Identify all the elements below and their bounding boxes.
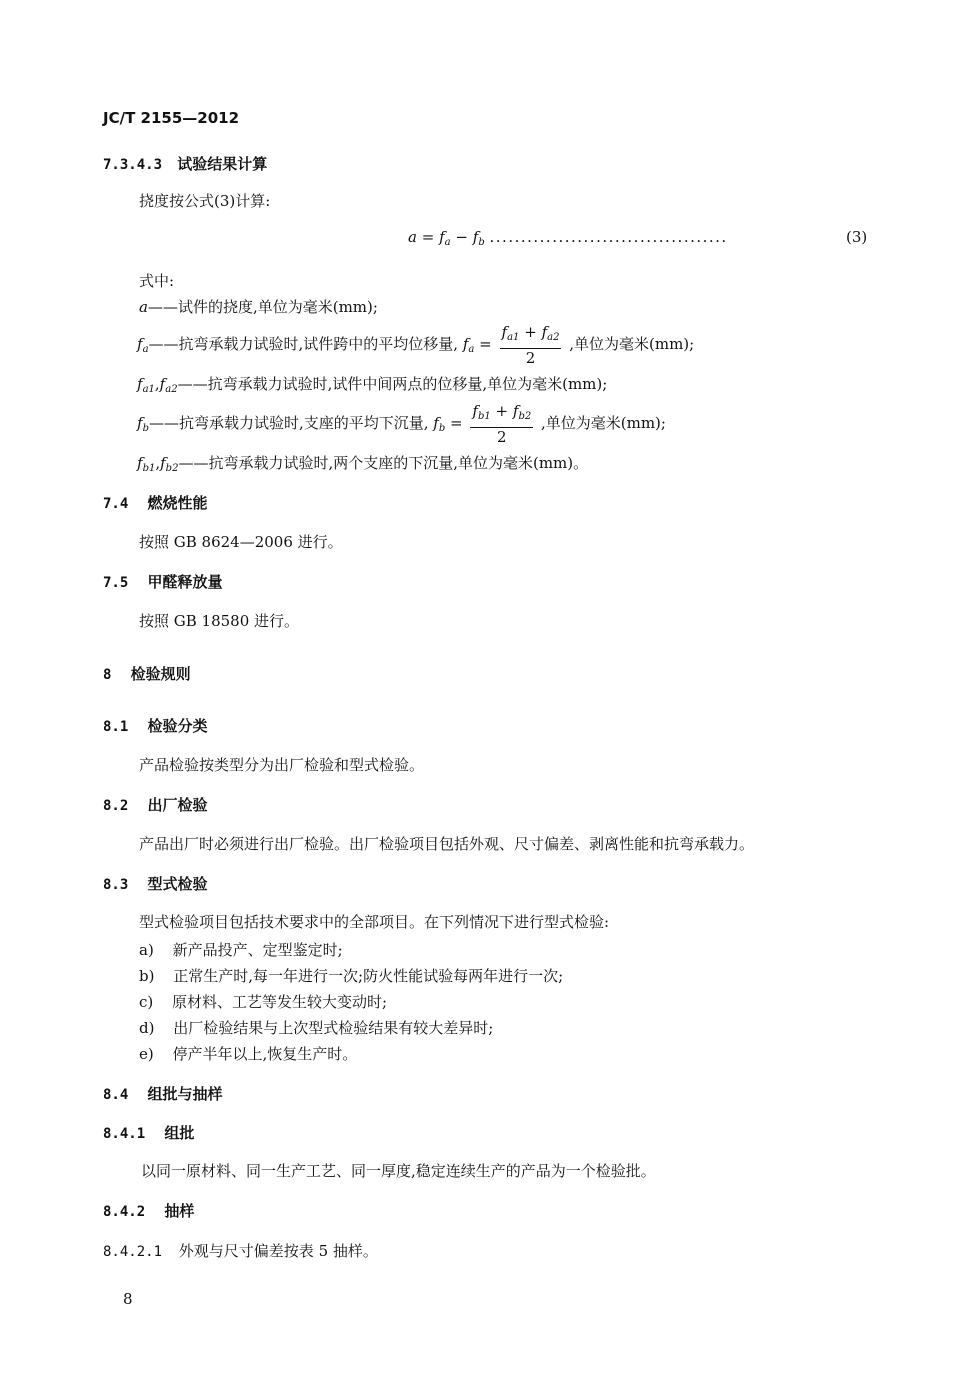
section-number: 8.4.2.1	[103, 1244, 163, 1260]
chapter-number: 8	[103, 667, 112, 683]
list-item: a) 新产品投产、定型鉴定时;	[139, 941, 343, 959]
section-8-1-heading	[103, 715, 208, 736]
section-7-5-heading	[103, 571, 223, 592]
def-fa: $f_a——$抗弯承载力试验时,试件跨中的平均位移量, $f_a$ = $\frac{f_{a1} + f_{a2}}{2}$ ,单位为毫米(mm);	[137, 323, 695, 367]
section-number: 8.4.2	[103, 1204, 146, 1220]
list-item: e) 停产半年以上,恢复生产时。	[139, 1045, 358, 1063]
section-7-3-4-3-heading	[103, 153, 267, 174]
section-8-4-heading	[103, 1083, 223, 1104]
section-title: 检验分类	[147, 717, 208, 735]
section-number: 8.4.1	[103, 1126, 146, 1142]
section-title: 组批与抽样	[147, 1085, 223, 1103]
section-8-4-1-body: 以同一原材料、同一生产工艺、同一厚度,稳定连续生产的产品为一个检验批。	[141, 1162, 656, 1180]
section-title: 甲醛释放量	[147, 573, 223, 591]
section-number: 8.4	[103, 1087, 129, 1103]
chapter-8-heading	[103, 663, 191, 684]
section-title: 出厂检验	[147, 796, 208, 814]
section-8-1-body: 产品检验按类型分为出厂检验和型式检验。	[139, 756, 425, 774]
section-number: 7.4	[103, 496, 129, 512]
chapter-title: 检验规则	[130, 665, 191, 683]
section-title: 试验结果计算	[177, 155, 268, 173]
formula-3: $a = f_a - f_b$ ......................................	[408, 228, 728, 248]
list-marker: d)	[139, 1019, 155, 1037]
list-marker: e)	[139, 1045, 154, 1063]
page-number: 8	[123, 1290, 133, 1308]
section-number: 8.2	[103, 798, 129, 814]
formula-leader-dots: ......................................	[489, 228, 728, 246]
def-fb: $f_b——$抗弯承载力试验时,支座的平均下沉量, $f_b$ = $\frac{f_{b1} + f_{b2}}{2}$ ,单位为毫米(mm);	[137, 402, 666, 446]
def-fb1-fb2: $f_{b1},f_{b2}——$抗弯承载力试验时,两个支座的下沉量,单位为毫米(mm)。	[137, 454, 589, 474]
formula-intro: 挠度按公式(3)计算:	[139, 192, 271, 210]
section-8-3-heading	[103, 873, 208, 894]
def-fa1-fa2: $f_{a1},f_{a2}——$抗弯承载力试验时,试件中间两点的位移量,单位为毫米(mm);	[137, 375, 608, 395]
fraction-fb: $\frac{f_{b1} + f_{b2}}{2}$	[472, 402, 532, 446]
section-8-2-body: 产品出厂时必须进行出厂检验。出厂检验项目包括外观、尺寸偏差、剥离性能和抗弯承载力。	[139, 835, 755, 853]
where-label: 式中:	[139, 272, 175, 290]
list-item: b) 正常生产时,每一年进行一次;防火性能试验每两年进行一次;	[139, 967, 564, 985]
section-7-4-heading	[103, 492, 208, 513]
standard-number: JC/T 2155—2012	[103, 109, 240, 127]
section-number: 7.5	[103, 575, 129, 591]
list-item: c) 原材料、工艺等发生较大变动时;	[139, 993, 388, 1011]
section-number: 8.1	[103, 719, 129, 735]
fraction-fa: $\frac{f_{a1} + f_{a2}}{2}$	[501, 323, 560, 367]
section-8-4-2-heading	[103, 1200, 194, 1221]
section-title: 抽样	[164, 1202, 195, 1220]
list-item: d) 出厂检验结果与上次型式检验结果有较大差异时;	[139, 1019, 494, 1037]
def-a: a——试件的挠度,单位为毫米(mm);	[139, 298, 378, 316]
section-title: 燃烧性能	[147, 494, 208, 512]
section-8-4-2-1: 8.4.2.1 外观与尺寸偏差按表 5 抽样。	[103, 1242, 378, 1260]
section-8-4-1-heading	[103, 1122, 194, 1143]
section-title: 型式检验	[147, 875, 208, 893]
section-number: 8.3	[103, 877, 129, 893]
section-7-5-body: 按照 GB 18580 进行。	[139, 612, 300, 630]
list-marker: c)	[139, 993, 154, 1011]
list-marker: a)	[139, 941, 154, 959]
section-8-2-heading	[103, 794, 208, 815]
section-7-4-body: 按照 GB 8624—2006 进行。	[139, 533, 343, 551]
section-number: 7.3.4.3	[103, 157, 163, 173]
list-marker: b)	[139, 967, 155, 985]
section-8-3-body: 型式检验项目包括技术要求中的全部项目。在下列情况下进行型式检验:	[139, 913, 610, 931]
section-title: 组批	[164, 1124, 195, 1142]
formula-label: (3)	[846, 228, 868, 246]
